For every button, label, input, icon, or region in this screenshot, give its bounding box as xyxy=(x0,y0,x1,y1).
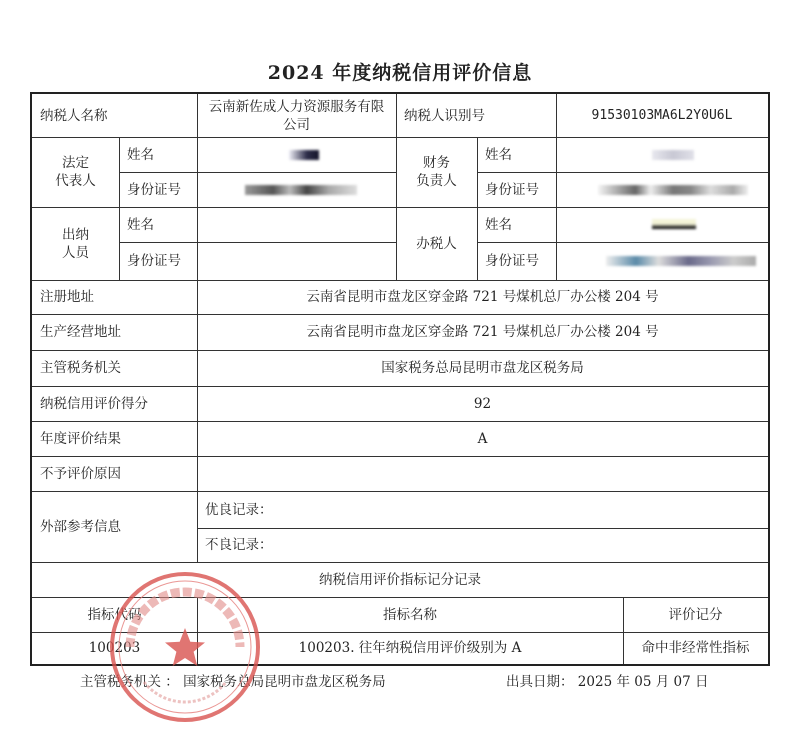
tax-handler-id-redacted xyxy=(556,242,768,280)
tax-handler-name-label: 姓名 xyxy=(485,216,512,233)
eval-result-value: A xyxy=(477,430,488,447)
finance-head-id-label: 身份证号 xyxy=(485,181,539,198)
index-row-name: 100203. 往年纳税信用评价级别为 A xyxy=(298,640,522,656)
bad-record-label: 不良记录： xyxy=(205,537,273,553)
credit-score-value: 92 xyxy=(473,395,492,412)
biz-address-value: 云南省昆明市盘龙区穿金路 721 号煤机总厂办公楼 204 号 xyxy=(306,324,659,340)
good-record-row xyxy=(197,491,768,528)
footer-authority-value: 国家税务总局昆明市盘龙区税务局 xyxy=(183,674,386,690)
tax-handler-id-label: 身份证号 xyxy=(485,253,539,269)
reg-address-label: 注册地址 xyxy=(40,289,94,305)
footer-date-label: 出具日期： xyxy=(506,674,574,690)
legal-rep-name-redacted xyxy=(197,137,396,172)
footer-date-value: 2025 年 05 月 07 日 xyxy=(577,674,709,690)
index-row-code: 100203 xyxy=(88,640,141,656)
finance-head-label-line1: 财务 xyxy=(423,155,450,171)
taxpayer-name-value xyxy=(197,94,396,137)
finance-head-id-redacted xyxy=(556,172,768,207)
cashier-label xyxy=(32,207,119,280)
credit-score-label: 纳税信用评价得分 xyxy=(40,395,148,412)
legal-rep-name-label: 姓名 xyxy=(127,146,154,163)
bad-record-row xyxy=(197,528,768,562)
taxpayer-name-label: 纳税人名称 xyxy=(40,107,108,124)
tax-authority-label: 主管税务机关 xyxy=(40,360,121,376)
no-eval-reason-label: 不予评价原因 xyxy=(40,465,121,482)
tax-authority-value: 国家税务总局昆明市盘龙区税务局 xyxy=(381,360,584,376)
cashier-label-line2: 人员 xyxy=(62,244,89,261)
eval-score-header: 评价记分 xyxy=(668,606,723,623)
footer-authority xyxy=(80,670,386,690)
index-code-header: 指标代码 xyxy=(87,606,142,623)
tax-handler-name-redacted xyxy=(556,207,768,242)
reg-address-value: 云南省昆明市盘龙区穿金路 721 号煤机总厂办公楼 204 号 xyxy=(306,289,659,305)
taxpayer-id-label: 纳税人识别号 xyxy=(404,107,485,124)
taxpayer-name-line1: 云南新佐成人力资源服务有限 xyxy=(208,98,385,115)
finance-head-label-line2: 负责人 xyxy=(416,173,457,189)
index-name-header: 指标名称 xyxy=(383,606,437,623)
finance-head-name-redacted xyxy=(556,137,768,172)
external-ref-label: 外部参考信息 xyxy=(40,518,121,535)
legal-rep-label-line2: 代表人 xyxy=(55,173,96,189)
finance-head-label xyxy=(396,137,477,207)
credit-info-table xyxy=(30,92,770,666)
biz-address-label: 生产经营地址 xyxy=(40,324,121,340)
cashier-label-line1: 出纳 xyxy=(62,226,89,243)
legal-rep-label-line1: 法定 xyxy=(62,155,89,171)
cashier-name-label: 姓名 xyxy=(127,216,154,233)
cashier-id-label: 身份证号 xyxy=(127,253,181,269)
no-eval-reason-value xyxy=(197,456,768,491)
page-title: 2024 年度纳税信用评价信息 xyxy=(267,62,533,84)
footer-date xyxy=(506,670,708,690)
legal-rep-id-redacted xyxy=(197,172,396,207)
taxpayer-id-value: 91530103MA6L2Y0U6L xyxy=(591,107,733,123)
legal-rep-label xyxy=(32,137,119,207)
index-row-score: 命中非经常性指标 xyxy=(641,640,750,656)
tax-handler-label: 办税人 xyxy=(416,235,457,252)
index-section-title: 纳税信用评价指标记分记录 xyxy=(319,571,481,588)
good-record-label: 优良记录： xyxy=(205,501,273,518)
legal-rep-id-label: 身份证号 xyxy=(127,181,181,198)
eval-result-label: 年度评价结果 xyxy=(40,430,121,447)
finance-head-name-label: 姓名 xyxy=(485,146,512,163)
taxpayer-name-line2: 公司 xyxy=(283,116,310,133)
footer-authority-label: 主管税务机关 ： xyxy=(80,674,179,690)
